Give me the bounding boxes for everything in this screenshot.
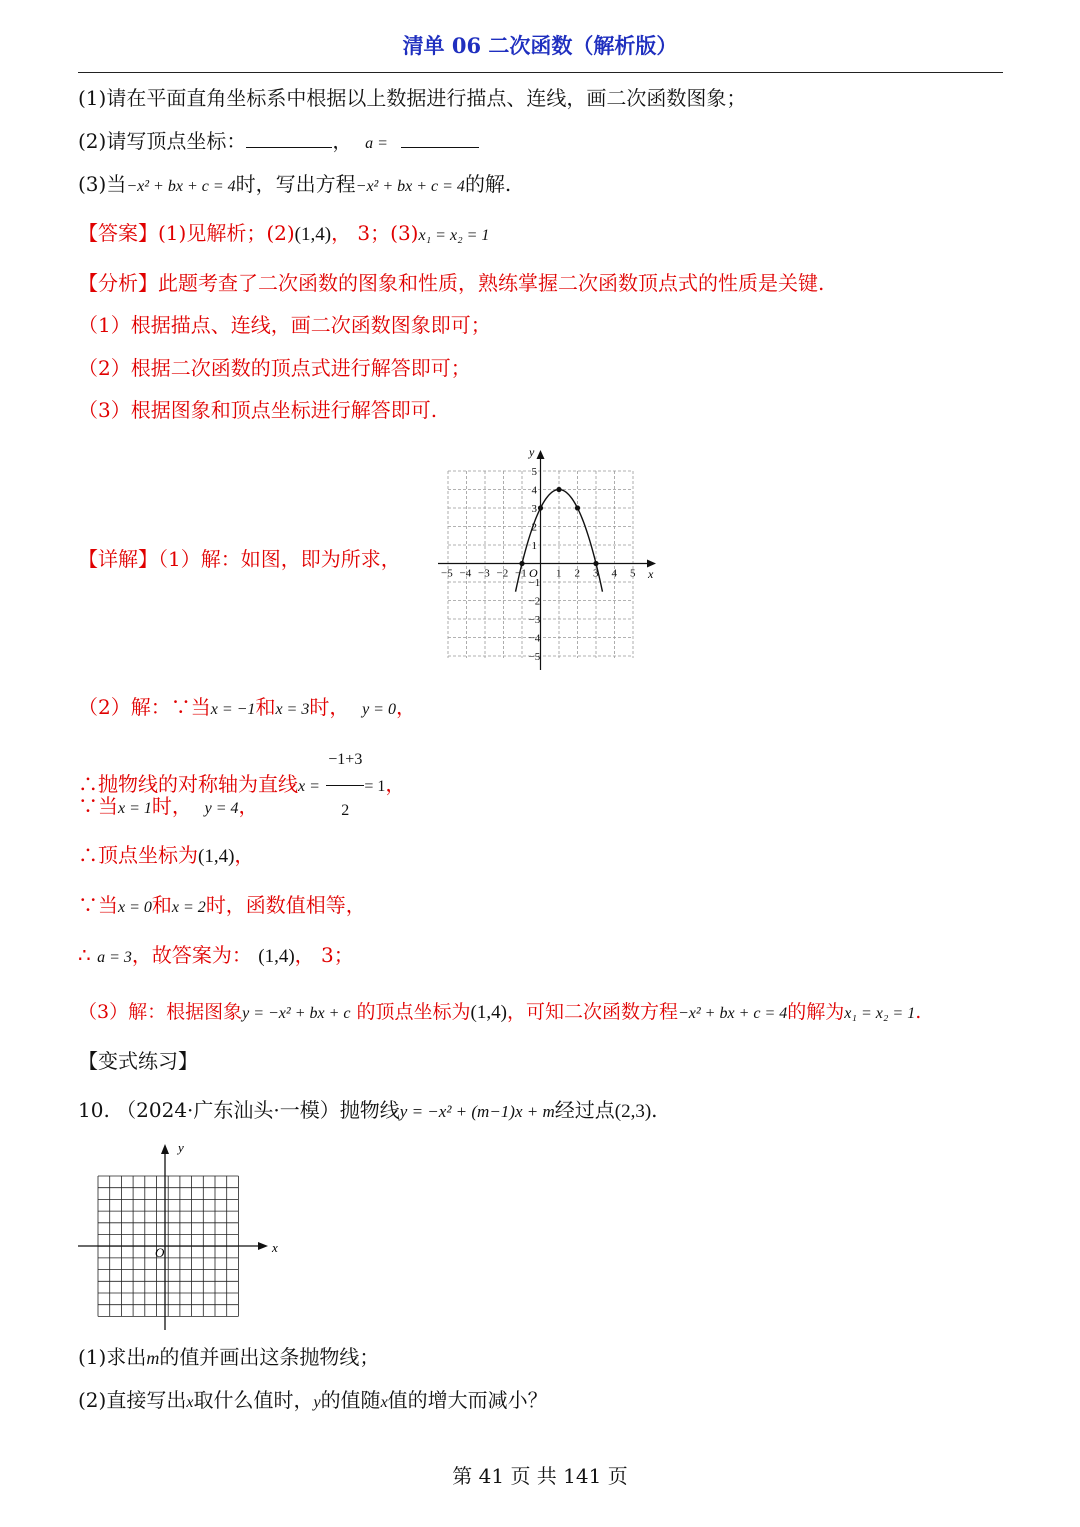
detail-p1: （1）解：如图，即为所求， [158,547,401,571]
d8-h: x₁ = x₂ = 1 [844,1005,916,1022]
fraction-numerator: −1+3 [326,735,364,786]
graph-tick-labels [441,466,636,663]
d4-d: y = 4 [204,800,239,817]
d2-c: 和 [255,695,276,719]
p2-d: y [313,1394,321,1411]
y-tick-label: −4 [528,632,541,645]
graph-axes [438,450,656,670]
analysis-step-3: （3）根据图象和顶点坐标进行解答即可. [78,398,438,422]
d8-f: −x² + bx + c = 4 [677,1005,788,1022]
practice-label: 【变式练习】 [78,1049,198,1073]
detail-line-5 [78,841,254,871]
q10-b: y = −x² + (m−1)x + m [399,1102,555,1121]
p2-a: (2)直接写出 [78,1388,187,1412]
question-part-2 [78,127,479,158]
p2-e: 的值随 [320,1388,381,1412]
d2-f: y = 0 [362,701,396,718]
y-tick-label: 5 [531,466,537,478]
p2-b: x [186,1394,194,1411]
d7-e: ， 3； [294,943,354,967]
graph-point-2 [556,487,561,492]
a-blank [401,127,479,148]
graph2-x-label: x [272,1240,278,1255]
x-tick-label: −5 [441,567,453,580]
d6-b: x = 0 [118,899,152,916]
graph-point-0 [519,561,524,566]
d6-d: x = 2 [171,899,206,916]
detail-line-8 [78,998,921,1028]
page-title: 清单 06 二次函数（解析版） [402,33,678,58]
d7-b: a = 3 [97,949,132,966]
detail-line-7 [78,941,354,972]
origin-label: O [529,566,538,580]
answer-p1: (1)见解析；(2) [158,221,295,245]
detail-line-2 [78,693,416,724]
parabola-graph [430,440,665,680]
d5-b: (1,4) [198,846,235,867]
practice-part-2 [78,1386,548,1417]
q10-d: (2,3) [614,1101,652,1122]
y-tick-label: −3 [528,614,541,626]
analysis-step-1: （1）根据描点、连线，画二次函数图象即可； [78,313,491,337]
answer-p3: x₁ = x₂ = 1 [418,227,490,244]
page-footer: 第 41 页 共 141 页 [452,1464,628,1488]
p1-c: 的值并画出这条抛物线； [159,1345,380,1369]
q3-expr: −x² + bx + c = 4 [126,178,236,195]
d8-i: . [915,1001,922,1023]
q2-sep: ， [332,129,353,153]
answer-vertex: (1,4) [294,224,332,245]
question-part-1: (1)请在平面直角坐标系中根据以上数据进行描点、连线，画二次函数图象； [78,86,747,110]
q3-expr2: −x² + bx + c = 4 [355,178,465,195]
p1-b: m [146,1348,160,1368]
graph2-axes [78,1144,268,1330]
axis-fraction [326,735,364,836]
d8-d: (1,4) [470,1002,507,1023]
d2-b: x = −1 [210,701,256,718]
x-tick-label: −3 [478,567,490,580]
d8-e: ，可知二次函数方程 [506,1001,678,1023]
y-tick-label: 3 [531,503,537,515]
d3-a: ∴抛物线的对称轴为直线 [78,772,298,796]
d4-b: x = 1 [118,800,152,817]
d2-a: （2）解：∵当 [78,695,211,719]
d6-a: ∵当 [78,893,118,917]
x-tick-label: 5 [630,567,636,580]
d7-d: (1,4) [258,946,295,967]
x-tick-label: 3 [593,567,599,580]
d2-e: 时， [309,695,350,719]
detail-line-6 [78,891,366,922]
detail-line-4 [78,792,259,823]
practice-part-1 [78,1343,379,1372]
x-tick-label: 2 [574,567,580,580]
detail-line-1 [78,545,401,573]
question-part-3 [78,170,511,201]
fraction-denominator: 2 [341,802,350,819]
q2-a-label: a = [365,135,388,152]
d7-c: ，故答案为： [131,943,252,967]
d7-a: ∴ [78,943,91,967]
q10-e: . [651,1098,658,1122]
d5-a: ∴顶点坐标为 [78,843,198,867]
p2-g: 值的增大而减小？ [387,1388,548,1412]
p2-f: x [380,1394,388,1411]
d8-b: y = −x² + bx + c [242,1005,351,1022]
x-tick-label: −2 [496,567,509,580]
q10-a: 10. （2024·广东汕头·一模）抛物线 [78,1098,400,1122]
q3-prefix: (3)当 [78,172,127,196]
d4-a: ∵当 [78,794,118,818]
d6-c: 和 [151,893,172,917]
q10-c: 经过点 [554,1098,615,1122]
graph-point-3 [575,505,580,510]
answer-p2: ， 3；(3) [331,221,419,245]
answer-label: 【答案】 [78,221,158,245]
answer-line [78,219,489,250]
d2-d: x = 3 [275,701,310,718]
q3-suffix: 的解. [464,172,512,196]
d5-c: ， [234,843,255,867]
graph2-origin: O [155,1245,165,1260]
d4-c: 时， [151,794,192,818]
d8-g: 的解为 [787,1001,845,1023]
d3-c: = 1 [364,778,386,795]
empty-grid-graph [70,1140,290,1335]
y-tick-label: 4 [531,484,537,497]
y-axis-label: y [529,445,535,459]
analysis-label: 【分析】 [78,271,158,295]
x-tick-label: 1 [556,567,562,580]
y-tick-label: 1 [531,540,537,552]
d6-e: 时，函数值相等， [205,893,366,917]
d8-c: 的顶点坐标为 [356,1001,471,1023]
analysis-step-2: （2）根据二次函数的顶点式进行解答即可； [78,356,471,380]
graph-point-4 [593,561,598,566]
p1-a: (1)求出 [78,1345,147,1369]
detail-label: 【详解】 [78,547,158,571]
d8-a: （3）解：根据图象 [78,1001,243,1023]
header-divider [78,72,1003,73]
analysis-line [78,269,824,297]
d2-g: ， [395,695,416,719]
analysis-text: 此题考查了二次函数的图象和性质，熟练掌握二次函数顶点式的性质是关键. [158,271,825,295]
d3-d: ， [385,772,406,796]
q3-mid: 时，写出方程 [235,172,356,196]
q2-prefix: (2)请写顶点坐标： [78,129,247,153]
y-tick-label: −1 [528,577,541,589]
y-tick-label: −2 [528,595,541,608]
y-tick-label: 2 [531,521,537,534]
x-tick-label: −1 [515,567,527,580]
d4-e: ， [238,794,259,818]
x-tick-label: −4 [459,567,472,580]
p2-c: 取什么值时， [193,1388,314,1412]
y-tick-label: −5 [528,651,541,663]
question-10 [78,1096,658,1126]
graph2-y-label: y [178,1140,184,1155]
d3-b: x = [298,778,320,795]
graph-point-1 [538,505,543,510]
vertex-blank [246,127,332,148]
x-axis-label: x [648,567,654,581]
x-tick-label: 4 [611,567,617,580]
